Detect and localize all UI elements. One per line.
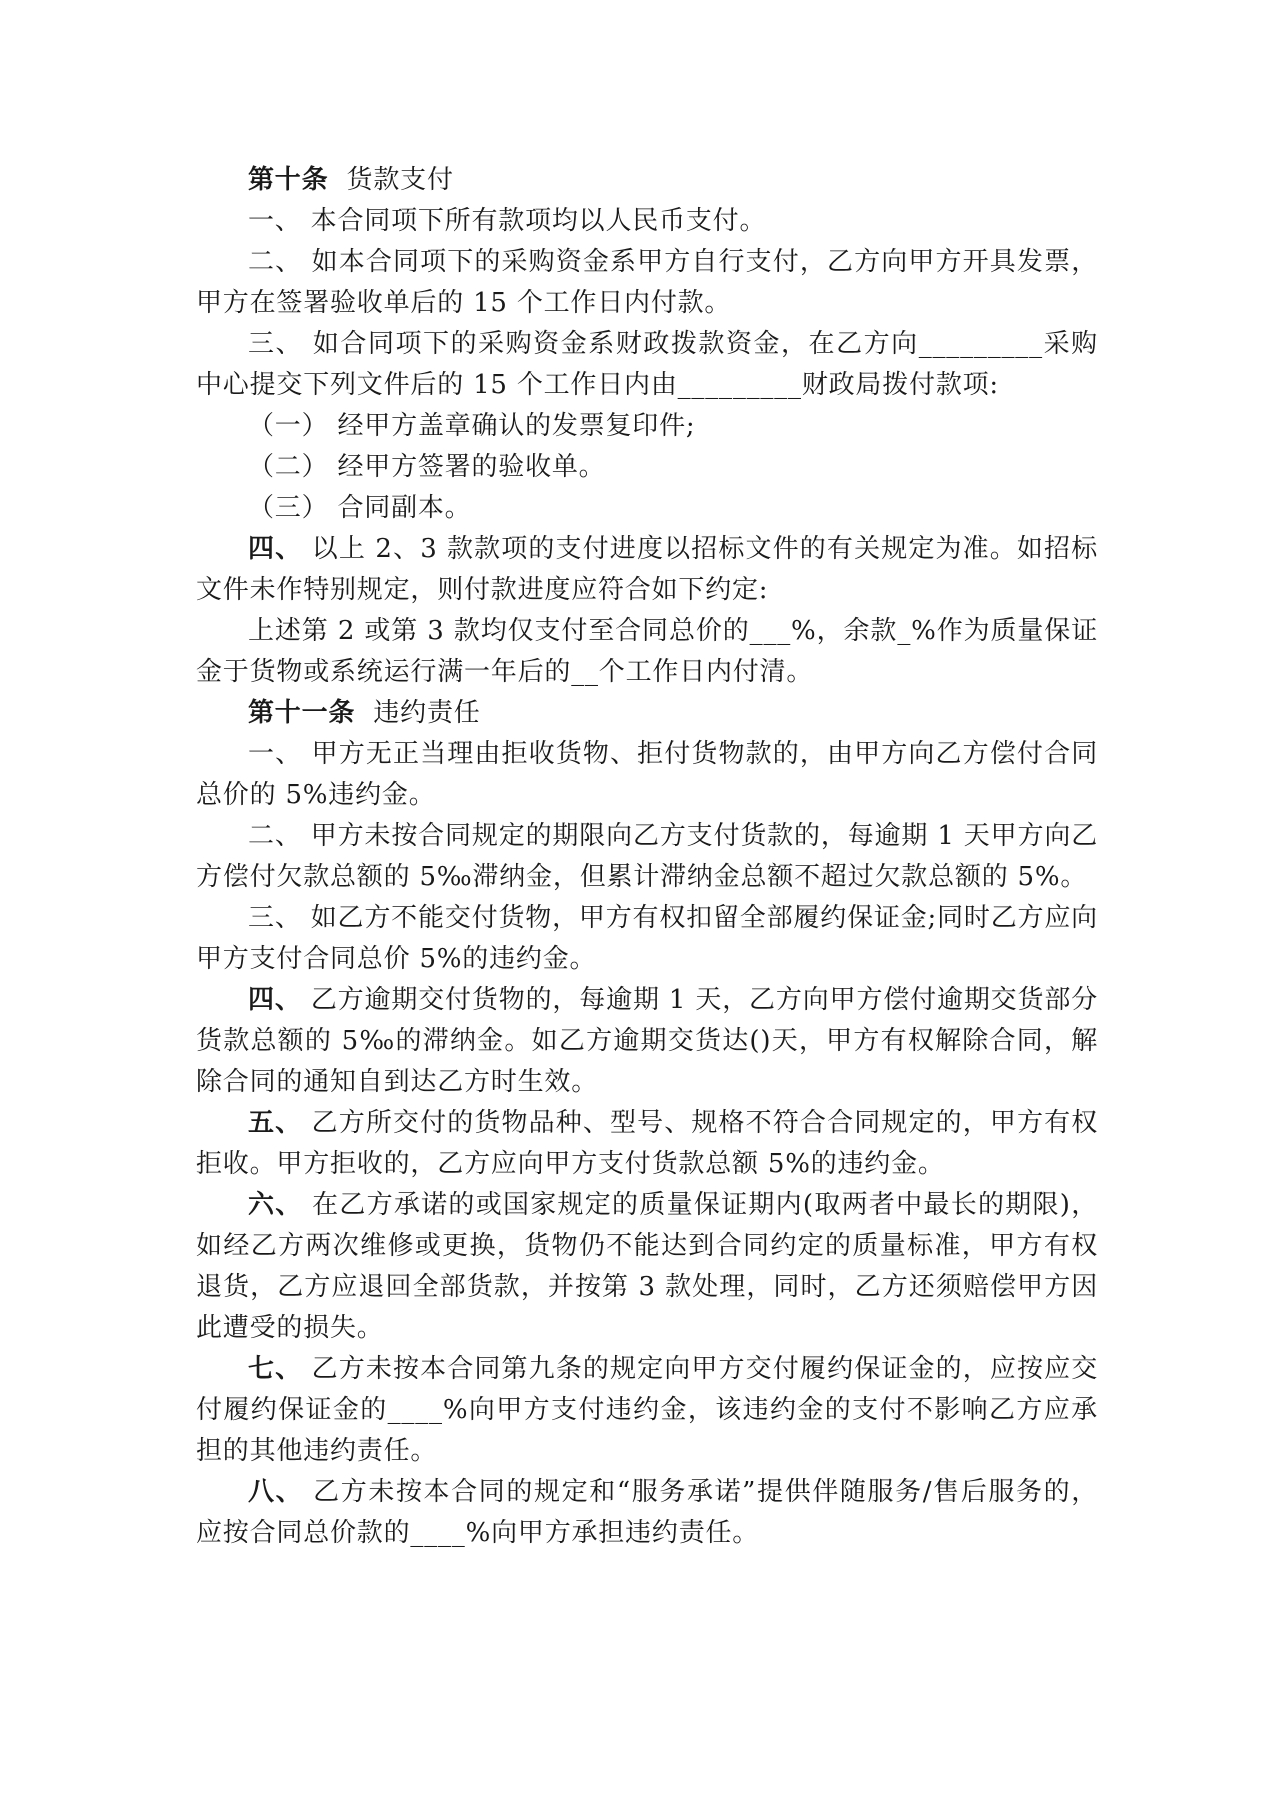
- article-11-clause-8: [196, 1472, 1098, 1554]
- article-11-heading: [196, 693, 1098, 734]
- article-11-clause-7: [196, 1349, 1098, 1472]
- article-10-item-1: （一） 经甲方盖章确认的发票复印件;: [248, 411, 696, 441]
- article-10-clause-2: 二、 如本合同项下的采购资金系甲方自行支付，乙方向甲方开具发票，甲方在签署验收单后的 15 个工作日内付款。: [196, 247, 1098, 318]
- article-10-item-3: （三） 合同副本。: [248, 493, 472, 523]
- article-10-number: 第十条: [248, 165, 329, 195]
- contract-page: [196, 160, 1098, 1554]
- article-11-title: 违约责任: [373, 698, 481, 728]
- article-10-item-2: （二） 经甲方签署的验收单。: [248, 452, 606, 482]
- article-11-clause-6-text: 在乙方承诺的或国家规定的质量保证期内(取两者中最长的期限)，如经乙方两次维修或更换，货物仍不能达到合同约定的质量标准，甲方有权退货，乙方应退回全部货款，并按第 3 款处理，同时，乙方还须赔偿甲方因此遭受的损失。: [196, 1190, 1098, 1343]
- article-11-clause-6: [196, 1185, 1098, 1349]
- article-11-clause-8-number: 八、: [248, 1477, 304, 1507]
- article-10-clause-3: 三、 如合同项下的采购资金系财政拨款资金，在乙方向_________采购中心提交下列文件后的 15 个工作日内由_________财政局拨付款项:: [196, 329, 1098, 400]
- article-10-clause-4-number: 四、: [248, 534, 303, 564]
- article-11-clause-5-text: 乙方所交付的货物品种、型号、规格不符合合同规定的，甲方有权拒收。甲方拒收的，乙方应向甲方支付货款总额 5%的违约金。: [196, 1108, 1099, 1179]
- article-11-clause-4: [196, 980, 1098, 1103]
- article-11-clause-2: 二、 甲方未按合同规定的期限向乙方支付货款的，每逾期 1 天甲方向乙方偿付欠款总额的 5‰滞纳金，但累计滞纳金总额不超过欠款总额的 5%。: [196, 821, 1098, 892]
- article-11-clause-5-number: 五、: [248, 1108, 303, 1138]
- article-10-title: 货款支付: [346, 165, 454, 195]
- article-10-clause-4: [196, 529, 1098, 611]
- article-11-clause-5: [196, 1103, 1098, 1185]
- article-10-clause-4-text: 以上 2、3 款款项的支付进度以招标文件的有关规定为准。如招标文件未作特别规定，则付款进度应符合如下约定:: [196, 534, 1098, 605]
- article-11-clause-8-text: 乙方未按本合同的规定和“服务承诺”提供伴随服务/售后服务的，应按合同总价款的____%向甲方承担违约责任。: [196, 1477, 1098, 1548]
- article-10-heading: [196, 160, 1098, 201]
- article-11-clause-7-text: 乙方未按本合同第九条的规定向甲方交付履约保证金的，应按应交付履约保证金的____%向甲方支付违约金，该违约金的支付不影响乙方应承担的其他违约责任。: [196, 1354, 1099, 1466]
- article-10-clause-5: 上述第 2 或第 3 款均仅支付至合同总价的___%，余款_%作为质量保证金于货物或系统运行满一年后的__个工作日内付清。: [196, 616, 1098, 687]
- article-11-clause-4-text: 乙方逾期交付货物的，每逾期 1 天，乙方向甲方偿付逾期交货部分货款总额的 5‰的滞纳金。如乙方逾期交货达()天，甲方有权解除合同，解除合同的通知自到达乙方时生效。: [196, 985, 1099, 1097]
- article-10-clause-1: 一、 本合同项下所有款项均以人民币支付。: [248, 206, 767, 236]
- article-11-clause-7-number: 七、: [248, 1354, 303, 1384]
- article-11-clause-3: 三、 如乙方不能交付货物，甲方有权扣留全部履约保证金;同时乙方应向甲方支付合同总价 5%的违约金。: [196, 903, 1098, 974]
- article-11-number: 第十一条: [248, 698, 356, 728]
- article-11-clause-6-number: 六、: [248, 1190, 303, 1220]
- article-11-clause-1: 一、 甲方无正当理由拒收货物、拒付货物款的，由甲方向乙方偿付合同总价的 5%违约金。: [196, 739, 1098, 810]
- article-11-clause-4-number: 四、: [248, 985, 302, 1015]
